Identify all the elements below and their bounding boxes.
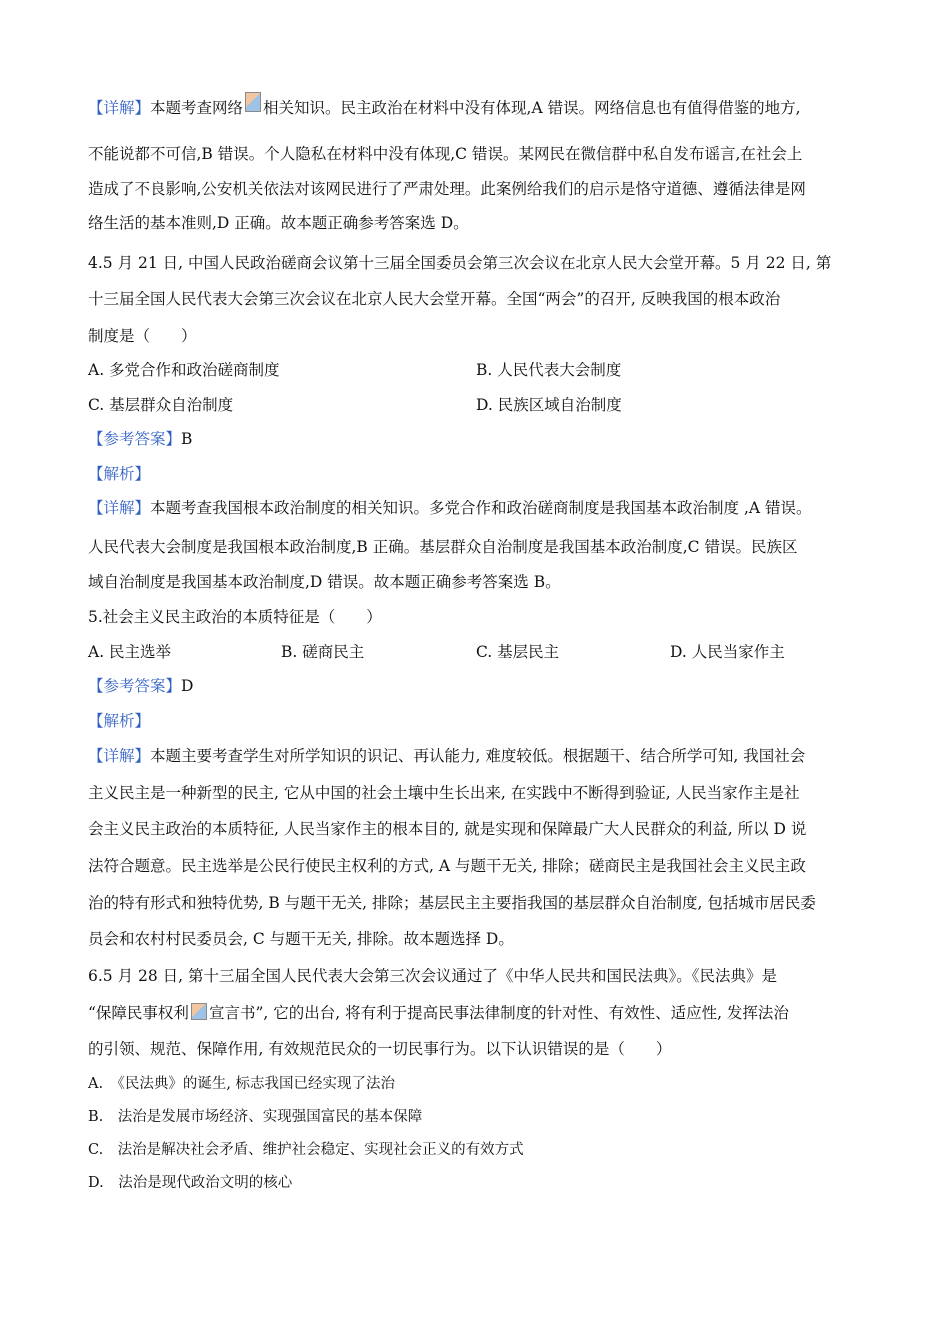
- q5-option-b: B. 磋商民主: [281, 643, 365, 661]
- answer-tag: 【参考答案】: [88, 430, 182, 448]
- q5-analysis-tag: 【解析】: [88, 712, 151, 730]
- detail-tag: 【详解】: [88, 99, 151, 117]
- q3-detail-line-2: 不能说都不可信,B 错误。个人隐私在材料中没有体现,C 错误。某网民在微信群中私自发布谣言,在社会上: [88, 145, 803, 163]
- broken-image-icon: [245, 92, 261, 112]
- q5-answer: D: [181, 677, 194, 695]
- q5-detail-line-6: 员会和农村村民委员会, C 与题干无关, 排除。故本题选择 D。: [88, 930, 514, 948]
- broken-image-icon: [191, 1003, 207, 1020]
- q5-detail-line-5: 治的特有形式和独特优势, B 与题干无关, 排除；基层民主主要指我国的基层群众自治制度, 包括城市居民委: [88, 894, 816, 912]
- q3-detail-text-b: 相关知识。民主政治在材料中没有体现,A 错误。网络信息也有值得借鉴的地方,: [263, 99, 801, 117]
- q5-stem: 5.社会主义民主政治的本质特征是（ ）: [88, 608, 382, 626]
- q4-stem-line-3: 制度是（ ）: [88, 327, 197, 345]
- q4-detail-text-1: 本题考查我国根本政治制度的相关知识。多党合作和政治磋商制度是我国基本政治制度 ,A 错误。: [150, 499, 812, 517]
- q5-answer-line: [88, 675, 864, 697]
- q4-detail-line-2: 人民代表大会制度是我国根本政治制度,B 正确。基层群众自治制度是我国基本政治制度,C 错误。民族区: [88, 538, 798, 556]
- q4-option-a: A. 多党合作和政治磋商制度: [88, 361, 280, 379]
- q6-stem-line-3: 的引领、规范、保障作用, 有效规范民众的一切民事行为。以下认识错误的是（ ）: [88, 1040, 672, 1058]
- q4-answer-line: [88, 428, 864, 450]
- q5-detail-line-4: 法符合题意。民主选举是公民行使民主权利的方式, A 与题干无关, 排除；磋商民主是我国社会主义民主政: [88, 857, 806, 875]
- answer-tag: 【参考答案】: [88, 677, 182, 695]
- q5-detail-line-2: 主义民主是一种新型的民主, 它从中国的社会土壤中生长出来, 在实践中不断得到验证, 人民当家作主是社: [88, 784, 800, 802]
- q6-option-b: B. 法治是发展市场经济、实现强国富民的基本保障: [88, 1109, 423, 1125]
- q3-detail-line-1: [88, 92, 864, 119]
- q6-stem-line-1: 6.5 月 28 日, 第十三届全国人民代表大会第三次会议通过了《中华人民共和国民法典》。《民法典》是: [88, 967, 778, 985]
- q5-option-a: A. 民主选举: [88, 643, 172, 661]
- q6-option-d: D. 法治是现代政治文明的核心: [88, 1175, 293, 1191]
- q4-detail-line-3: 域自治制度是我国基本政治制度,D 错误。故本题正确参考答案选 B。: [88, 573, 561, 591]
- detail-tag: 【详解】: [88, 499, 151, 517]
- q4-stem-line-1: 4.5 月 21 日, 中国人民政治磋商会议第十三届全国委员会第三次会议在北京人民大会堂开幕。5 月 22 日, 第: [88, 254, 832, 272]
- q6-stem-text-b: 宣言书”, 它的出台, 将有利于提高民事法律制度的针对性、有效性、适应性, 发挥法治: [208, 1004, 789, 1022]
- q4-option-b: B. 人民代表大会制度: [476, 361, 622, 379]
- q5-option-c: C. 基层民主: [476, 643, 560, 661]
- q6-stem-line-2: [88, 1002, 864, 1024]
- q4-stem-line-2: 十三届全国人民代表大会第三次会议在北京人民大会堂开幕。全国“两会”的召开, 反映我国的根本政治: [88, 290, 781, 308]
- q4-detail-line-1: [88, 497, 864, 519]
- q6-option-c: C. 法治是解决社会矛盾、维护社会稳定、实现社会正义的有效方式: [88, 1142, 524, 1158]
- q4-analysis-tag: 【解析】: [88, 465, 151, 483]
- q6-option-a: A. 《民法典》的诞生, 标志我国已经实现了法治: [88, 1076, 396, 1092]
- q5-option-d: D. 人民当家作主: [670, 643, 785, 661]
- q3-detail-line-3: 造成了不良影响,公安机关依法对该网民进行了严肃处理。此案例给我们的启示是恪守道德、遵循法律是网: [88, 180, 806, 198]
- q5-detail-line-3: 会主义民主政治的本质特征, 人民当家作主的根本目的, 就是实现和保障最广大人民群众的利益, 所以 D 说: [88, 820, 807, 838]
- q3-detail-text-a: 本题考查网络: [150, 99, 244, 117]
- q3-detail-line-4: 络生活的基本准则,D 正确。故本题正确参考答案选 D。: [88, 214, 469, 232]
- detail-tag: 【详解】: [88, 747, 151, 765]
- q4-option-c: C. 基层群众自治制度: [88, 396, 234, 414]
- q6-stem-text-a: “保障民事权利: [88, 1004, 189, 1022]
- q4-option-d: D. 民族区域自治制度: [476, 396, 622, 414]
- q5-detail-line-1: [88, 745, 864, 767]
- q4-answer: B: [181, 430, 193, 448]
- q5-detail-text-1: 本题主要考查学生对所学知识的识记、再认能力, 难度较低。根据题干、结合所学可知, 我国社会: [150, 747, 806, 765]
